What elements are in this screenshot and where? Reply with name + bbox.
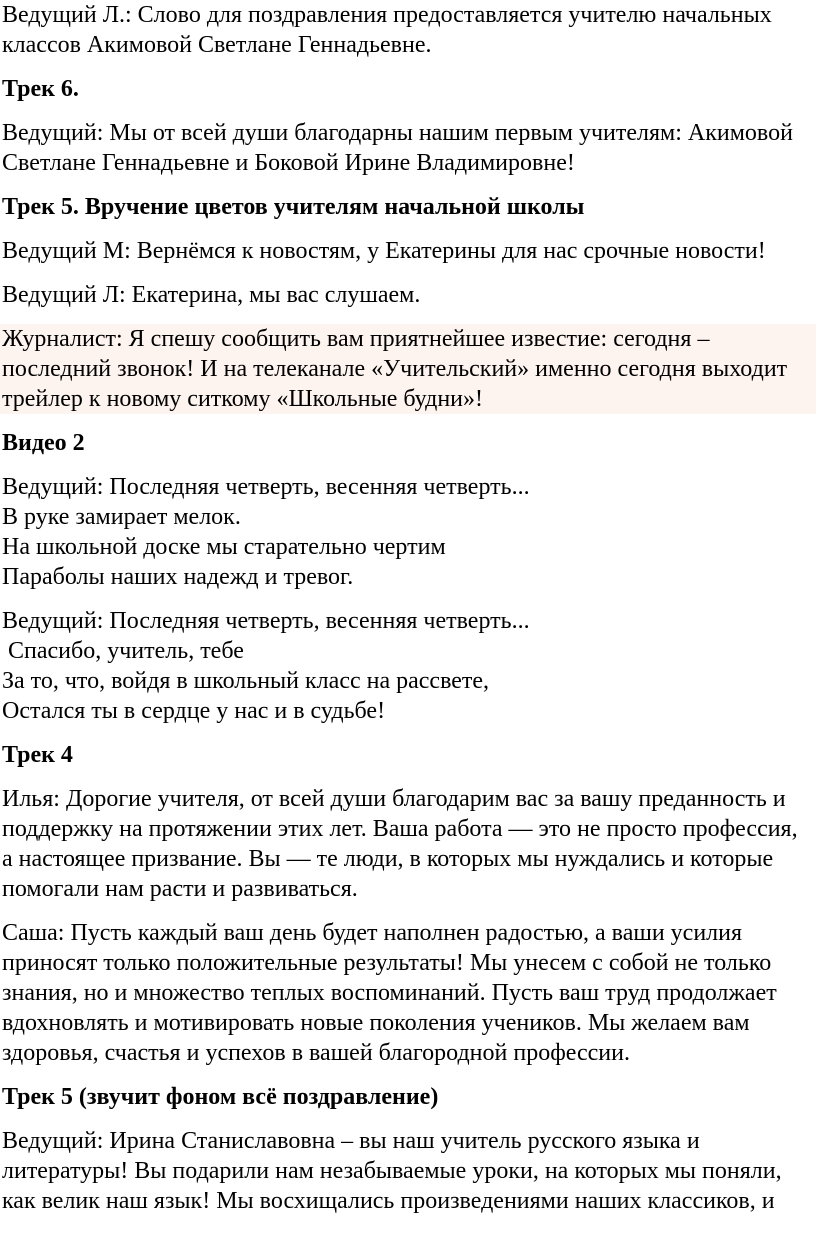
paragraph-ilya [2, 784, 814, 904]
paragraph-2 [2, 118, 814, 178]
paragraph-irina [2, 1126, 814, 1216]
text-line: литературы! Вы подарили нам незабываемые уроки, на которых мы поняли, [2, 1158, 782, 1184]
paragraph-journalist-highlighted [0, 324, 816, 414]
text-line: За то, что, войдя в школьный класс на рассвете, [2, 668, 490, 694]
text-line: а настоящее призвание. Вы — те люди, в которых мы нуждались и которые [2, 846, 774, 872]
heading-track-5-flowers: Трек 5. Вручение цветов учителям начальной школы [2, 194, 585, 220]
text-line: знания, но и множество теплых воспоминаний. Пусть ваш труд продолжает [2, 980, 777, 1006]
poem-stanza-1 [2, 472, 814, 592]
paragraph-1 [2, 0, 814, 60]
text-line: В руке замирает мелок. [2, 504, 241, 530]
text-line: классов Акимовой Светлане Геннадьевне. [2, 32, 432, 58]
paragraph-sasha [2, 918, 814, 1068]
text-line: Параболы наших надежд и тревог. [2, 564, 354, 590]
text-line: Ведущий: Последняя четверть, весенняя четверть... [2, 608, 530, 634]
text-line: Ведущий М: Вернёмся к новостям, у Екатерины для нас срочные новости! [2, 238, 766, 264]
text-line: Ведущий: Мы от всей души благодарны нашим первым учителям: Акимовой [2, 120, 793, 146]
text-line: Ведущий Л: Екатерина, мы вас слушаем. [2, 282, 421, 308]
text-line: приносят только положительные результаты! Мы унесем с собой не только [2, 950, 772, 976]
text-line: На школьной доске мы старательно чертим [2, 534, 446, 560]
text-line: Саша: Пусть каждый ваш день будет наполнен радостью, а ваши усилия [2, 920, 743, 946]
text-line: Остался ты в сердце у нас и в судьбе! [2, 698, 386, 724]
text-line: помогали нам расти и развиваться. [2, 876, 358, 902]
heading-video-2: Видео 2 [2, 430, 85, 456]
text-line: как велик наш язык! Мы восхищались произведениями наших классиков, и [2, 1188, 775, 1214]
paragraph-3 [2, 236, 814, 266]
text-line: Илья: Дорогие учителя, от всей души благодарим вас за вашу преданность и [2, 786, 786, 812]
text-line: здоровья, счастья и успехов в вашей благородной профессии. [2, 1040, 630, 1066]
heading-track-4: Трек 4 [2, 742, 73, 768]
text-line: Ведущий Л.: Слово для поздравления предоставляется учителю начальных [2, 2, 772, 28]
text-line: Светлане Геннадьевне и Боковой Ирине Владимировне! [2, 150, 575, 176]
text-line: Ведущий: Ирина Станиславовна – вы наш учитель русского языка и [2, 1128, 700, 1154]
heading-track-6: Трек 6. [2, 76, 79, 102]
text-line: вдохновлять и мотивировать новые поколения учеников. Мы желаем вам [2, 1010, 750, 1036]
paragraph-4 [2, 280, 814, 310]
heading-track-5-background: Трек 5 (звучит фоном всё поздравление) [2, 1084, 439, 1110]
text-line: Спасибо, учитель, тебе [2, 638, 244, 664]
text-line: Журналист: Я спешу сообщить вам приятнейшее известие: сегодня – [2, 326, 710, 352]
text-line: последний звонок! И на телеканале «Учительский» именно сегодня выходит [2, 356, 788, 382]
poem-stanza-2 [2, 606, 814, 726]
text-line: трейлер к новому ситкому «Школьные будни»! [2, 386, 484, 412]
text-line: Ведущий: Последняя четверть, весенняя четверть... [2, 474, 530, 500]
text-line: поддержку на протяжении этих лет. Ваша работа — это не просто профессия, [2, 816, 798, 842]
